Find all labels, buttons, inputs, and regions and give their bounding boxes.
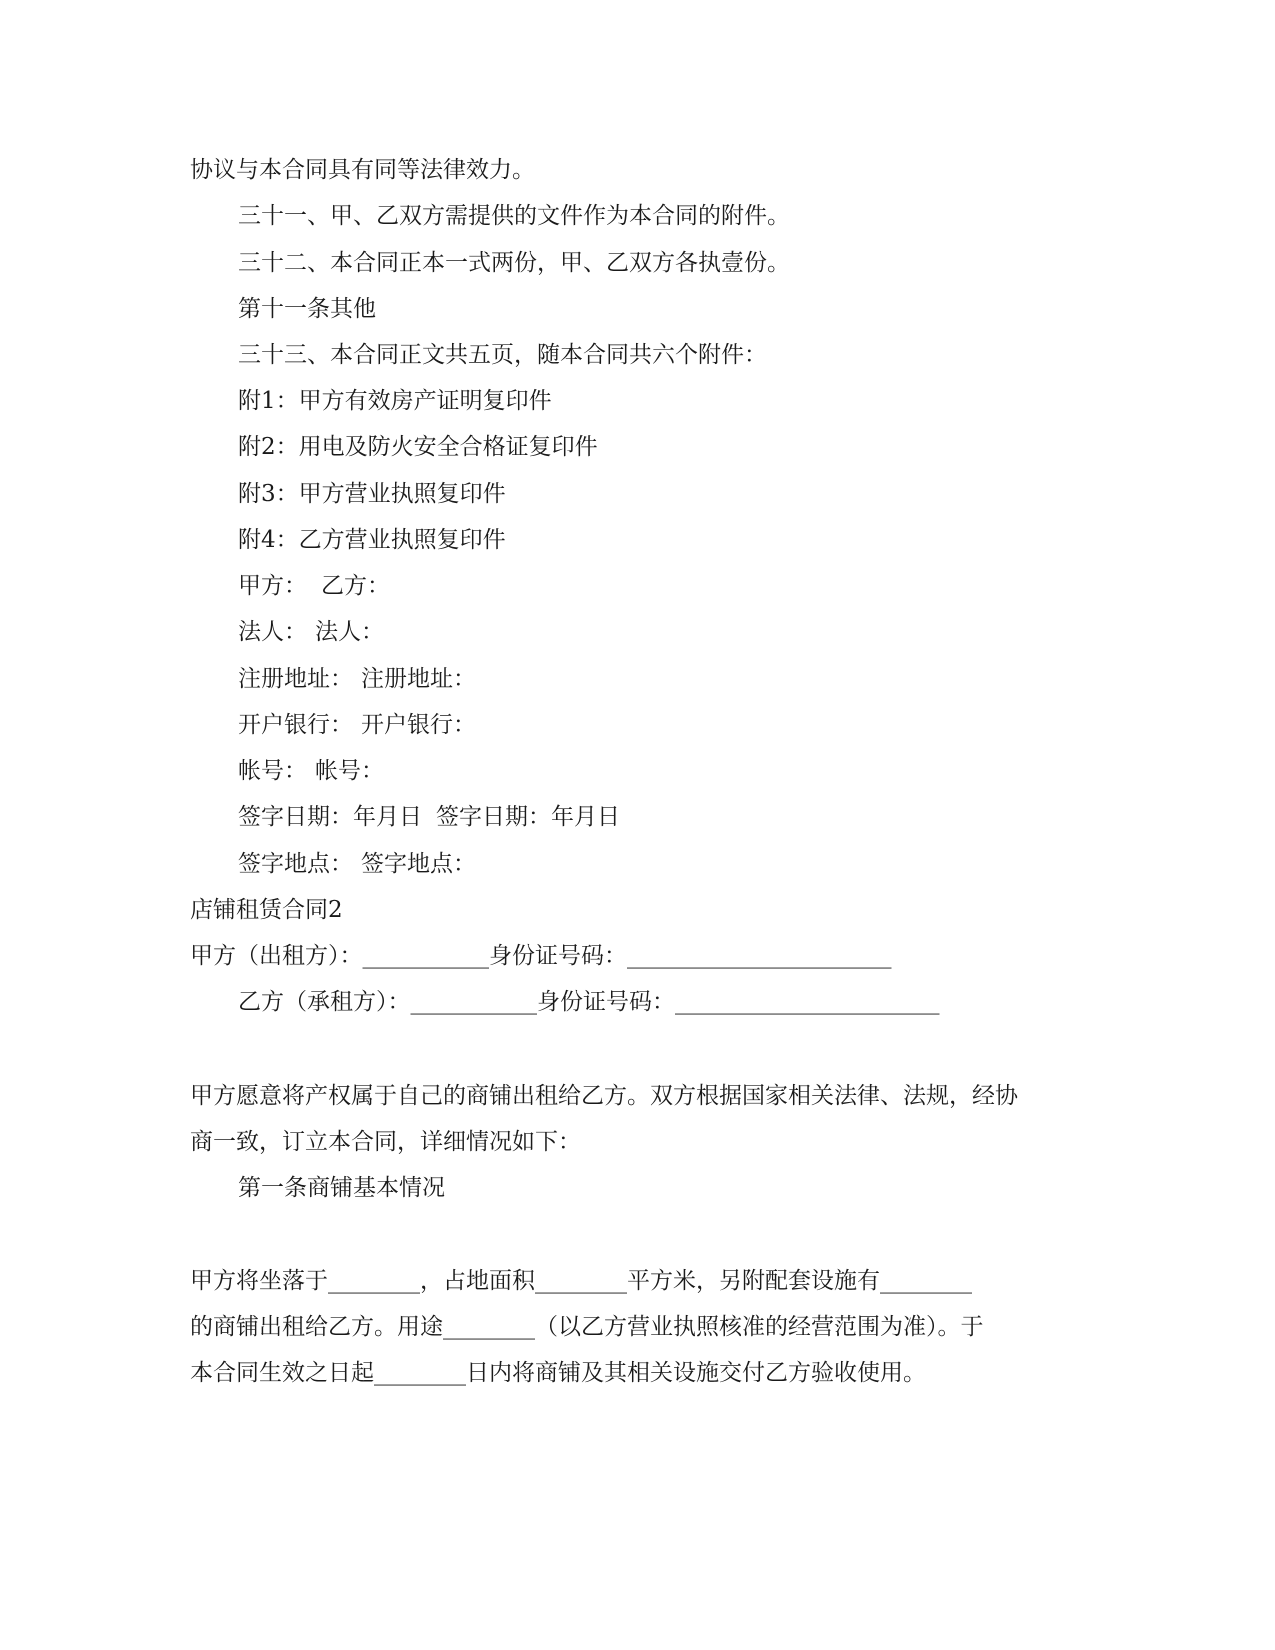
date-a-label: 签字日期：年月日 (238, 804, 422, 830)
signature-legal (238, 617, 1138, 647)
signature-parties (238, 571, 1138, 601)
signature-bank (238, 710, 1138, 740)
attachment-item: 附4：乙方营业执照复印件 (238, 527, 506, 553)
contract-title: 店铺租赁合同2 (190, 897, 343, 923)
article-heading: 第一条商铺基本情况 (238, 1175, 445, 1201)
lessor-line: 甲方（出租方）：___________身份证号码：_______________________ (190, 943, 892, 969)
attachment-item: 附3：甲方营业执照复印件 (238, 481, 506, 507)
legal-b-label: 法人： (315, 619, 384, 645)
signature-place (238, 849, 1138, 879)
account-b-label: 帐号： (315, 758, 384, 784)
party-b-label: 乙方： (321, 573, 390, 599)
attachment-item: 附1：甲方有效房产证明复印件 (238, 388, 552, 414)
account-a-label: 帐号： (238, 758, 307, 784)
text-line: 三十二、本合同正本一式两份，甲、乙双方各执壹份。 (238, 250, 790, 276)
place-a-label: 签字地点： (238, 851, 353, 877)
text-line: 协议与本合同具有同等法律效力。 (190, 157, 535, 183)
attachment-item: 附2：用电及防火安全合格证复印件 (238, 434, 598, 460)
party-a-label: 甲方： (238, 573, 307, 599)
bank-b-label: 开户银行： (361, 712, 476, 738)
signature-date (238, 802, 1138, 832)
signature-account (238, 756, 1138, 786)
bank-a-label: 开户银行： (238, 712, 353, 738)
text-line: 三十三、本合同正文共五页，随本合同共六个附件： (238, 342, 767, 368)
article-heading: 第十一条其他 (238, 296, 376, 322)
text-line: 三十一、甲、乙双方需提供的文件作为本合同的附件。 (238, 203, 790, 229)
address-a-label: 注册地址： (238, 666, 353, 692)
intro-line: 商一致，订立本合同，详细情况如下： (190, 1129, 581, 1155)
body-line: 本合同生效之日起________日内将商铺及其相关设施交付乙方验收使用。 (190, 1360, 926, 1386)
signature-address (238, 664, 1138, 694)
address-b-label: 注册地址： (361, 666, 476, 692)
intro-line: 甲方愿意将产权属于自己的商铺出租给乙方。双方根据国家相关法律、法规，经协 (190, 1083, 1018, 1109)
legal-a-label: 法人： (238, 619, 307, 645)
lessee-line: 乙方（承租方）：___________身份证号码：_______________________ (238, 989, 940, 1015)
date-b-label: 签字日期：年月日 (436, 804, 620, 830)
body-line: 的商铺出租给乙方。用途________（以乙方营业执照核准的经营范围为准）。于 (190, 1314, 984, 1340)
body-line: 甲方将坐落于________，占地面积________平方米，另附配套设施有________ (190, 1268, 972, 1294)
place-b-label: 签字地点： (361, 851, 476, 877)
